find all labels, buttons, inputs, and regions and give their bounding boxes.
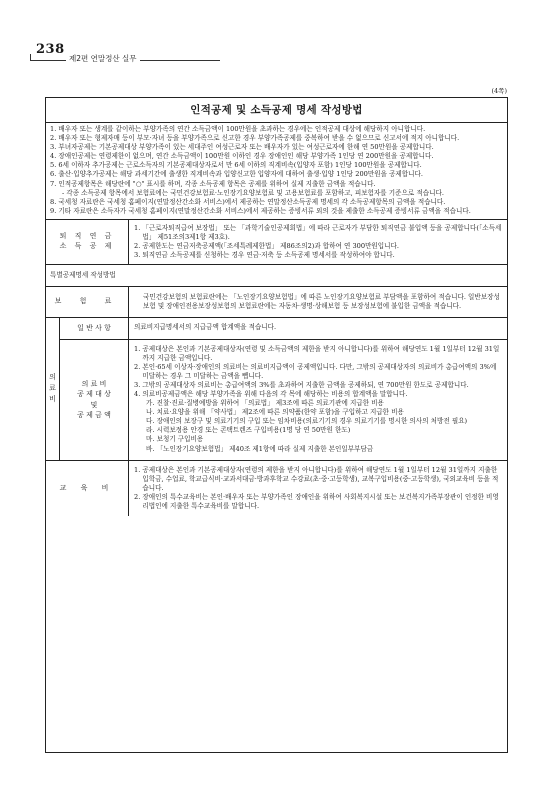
- note-number: 7.: [50, 179, 57, 188]
- retirement-pension-content: [129, 220, 507, 264]
- list-sub-item: [134, 408, 502, 417]
- note-item: [50, 207, 503, 216]
- item-text: 장애인의 특수교육비는 본인·배우자 또는 부양가족인 장애인을 위하여 사회복지시설 또는 보건복지가족부장관이 인정한 비영리법인에 지출한 특수교육비를 말합니다.: [142, 492, 499, 510]
- list-item: [134, 251, 502, 260]
- insurance-content: 국민건강보험의 보험료란에는 「노인장기요양보험법」에 따른 노인장기요양보험료 부담액을 포함하여 적습니다. 일반보장성보험 및 장애인전용보장성보험의 보험료란에는 자동차·생명·상해보험 등 보장성보험에 불입한 금액을 적습니다.: [143, 293, 500, 311]
- medical-body: [60, 318, 507, 460]
- item-text: 의료비공제금액은 해당 부양가족을 위해 다음의 각 목에 해당하는 비용의 합계액을 말합니다.: [142, 389, 408, 398]
- note-text: 배우자 또는 생계를 같이하는 부양가족의 연간 소득금액이 100만원을 초과하는 경우에는 인적공제 대상에 해당하지 아니합니다.: [58, 125, 426, 133]
- note-number: 4.: [50, 152, 57, 161]
- item-number: 바.: [146, 444, 155, 453]
- item-text: 장애인의 보장구 및 의료기기의 구입 또는 임차비용(의료기기의 경우 의료기기를 명시한 의사의 처방전 필요): [156, 417, 468, 426]
- item-number: 2.: [134, 242, 141, 251]
- item-number: 4.: [134, 389, 141, 398]
- list-item: [134, 363, 502, 381]
- education-row: [46, 461, 507, 516]
- list-item: [134, 381, 502, 390]
- retirement-pension-row: [46, 220, 507, 265]
- note-item: [50, 152, 503, 161]
- vertical-char: 의: [49, 372, 56, 381]
- form-title-bar: [46, 98, 507, 123]
- note-text: 인적공제항목은 해당란에 "○" 표시를 하며, 각종 소득공제 항목은 공제를 위하여 실제 지출한 금액을 적습니다.: [58, 179, 376, 188]
- item-text: 본인·65세 이상자·장애인의 의료비는 의료비지급액이 공제액입니다. 다만, 그밖의 공제대상자의 의료비가 총급여액의 3%에 미달하는 경우 그 미달하는 금액을 뺍니다.: [142, 362, 497, 380]
- item-number: 라.: [146, 426, 155, 435]
- note-item: [50, 143, 503, 152]
- note-number: 3.: [50, 143, 57, 152]
- insurance-label: 보 험 료: [46, 287, 129, 316]
- item-text: 「노인장기요양보험법」 제40조 제1항에 따라 실제 지출한 본인일부부담금: [156, 444, 374, 453]
- label-line: 소 득 공 제: [59, 242, 115, 251]
- retirement-pension-label: [46, 220, 129, 264]
- item-number: 다.: [146, 417, 155, 426]
- note-text: 6세 이하자 추가공제는 근로소득자의 기본공제대상자로서 만 6세 이하의 직계비속(입양자 포함) 1인당 100만원을 공제합니다.: [58, 161, 422, 170]
- medical-vertical-label: [46, 318, 60, 460]
- list-item: [134, 493, 502, 511]
- item-text: 진찰·진료·질병예방을 위하여 「의료법」 제3조에 따른 의료기관에 지급한 비용: [156, 399, 384, 408]
- note-number: 5.: [50, 161, 57, 170]
- medical-target-label: [60, 340, 129, 460]
- medical-general-label: 일 반 사 항: [60, 318, 129, 339]
- page-number: 238: [36, 42, 65, 57]
- label-line: 공 제 대 상: [77, 390, 111, 399]
- medical-target-content: [129, 340, 507, 460]
- item-text: 공제대상은 본인과 기본공제대상자(연령 및 소득금액의 제한을 받지 아니합니다)를 위하여 해당연도 1월 1일부터 12월 31일까지 지급한 금액입니다.: [142, 344, 500, 362]
- list-sub-item: [134, 435, 502, 444]
- note-item: [50, 125, 503, 134]
- item-text: 공제대상은 본인과 기본공제대상자(연령의 제한을 받지 아니합니다)를 위하여 해당연도 1월 1일부터 12월 31일까지 지출한 입학금, 수업료, 학교급식비·교과서대금·방과후학교 수강료(초·중·고등학생), 교복구입비용(중·고등학생), 국외교육비 등을 적습니다.: [142, 465, 499, 492]
- running-header: [30, 41, 220, 67]
- note-number: 6.: [50, 170, 57, 179]
- label-line: 의 료 비: [81, 379, 107, 388]
- item-text: 그밖의 공제대상자 의료비는 총급여액의 3%를 초과하여 지출한 금액을 공제하되, 연 700만원 한도로 공제합니다.: [142, 380, 469, 389]
- running-title: 제2편 연말정산 실무: [66, 54, 140, 64]
- item-number: 1.: [134, 465, 141, 474]
- item-text: 치료·요양을 위해 「약사법」 제2조에 따른 의약품(한약 포함)을 구입하고 지급한 비용: [156, 408, 404, 417]
- vertical-char: 료: [49, 383, 56, 392]
- note-item: [50, 170, 503, 179]
- form-page-label: (4쪽): [491, 87, 507, 95]
- note-item: [50, 134, 503, 143]
- item-text: 시력보정용 안경 또는 콘택트렌즈 구입비용(1명 당 연 50만원 한도): [156, 426, 351, 435]
- medical-target-row: [60, 340, 507, 460]
- label-line: 공 제 금 액: [77, 411, 111, 420]
- item-number: 마.: [146, 435, 155, 444]
- label-line: 및: [90, 400, 98, 409]
- note-text: 부녀자공제는 기본공제대상 부양가족이 있는 세대주인 여성근로자 또는 배우자가 있는 여성근로자에 한해 연 50만원을 공제합니다.: [58, 143, 434, 152]
- education-label: 교 육 비: [46, 461, 129, 516]
- item-number: 2.: [134, 492, 141, 501]
- item-number: 2.: [134, 362, 141, 371]
- note-text: 배우자 또는 형제자매 등이 부모·자녀 등을 부양가족으로 신고한 경우 부양가족공제를 중복하여 받을 수 없으므로 신고서에 적지 아니합니다.: [58, 134, 460, 143]
- item-number: 가.: [146, 399, 155, 408]
- note-text: 출산·입양추가공제는 해당 과세기간에 출생한 직계비속과 입양신고한 입양자에 대하여 출생·입양 1인당 200만원을 공제합니다.: [58, 170, 424, 179]
- medical-general-content: 의료비지급명세서의 지급금액 합계액을 적습니다.: [134, 323, 277, 332]
- note-sub-item: [50, 189, 503, 198]
- list-sub-item: [134, 445, 502, 454]
- vertical-char: 비: [49, 395, 56, 404]
- note-text: 장애인공제는 연령제한이 없으며, 연간 소득금액이 100만원 이하인 경우 장애인인 해당 부양가족 1인당 연 200만원을 공제합니다.: [58, 152, 434, 161]
- insurance-row: [46, 287, 507, 317]
- general-notes: [46, 123, 507, 220]
- item-number: 나.: [146, 408, 155, 417]
- note-number: 9.: [50, 206, 57, 215]
- item-number: 1.: [134, 223, 141, 232]
- form-title: 인적공제 및 소득공제 명세 작성방법: [190, 103, 363, 116]
- list-sub-item: [134, 417, 502, 426]
- item-number: 1.: [134, 344, 141, 353]
- note-bullet: -: [62, 188, 65, 197]
- note-item: [50, 198, 503, 207]
- education-content: [129, 461, 507, 516]
- list-item: [134, 224, 502, 242]
- item-text: 보청기 구입비용: [156, 435, 204, 444]
- note-text: 각종 소득공제 항목에서 보험료에는 국민건강보험료·노인장기요양보험료 및 고용보험료를 포함하고, 피보험자를 기준으로 적습니다.: [66, 188, 444, 197]
- item-text: 공제한도는 연금저축공제액(「조세특례제한법」 제86조의2)과 합하여 연 300만원입니다.: [142, 242, 400, 251]
- item-number: 3.: [134, 380, 141, 389]
- label-line: 퇴 직 연 금: [59, 232, 115, 241]
- note-text: 국세청 자료란은 국세청 홈페이지(연말정산간소화 서비스)에서 제공하는 연말정산소득공제 명세의 각 소득공제항목의 금액을 적습니다.: [58, 197, 446, 206]
- note-number: 2.: [50, 134, 57, 143]
- list-sub-item: [134, 399, 502, 408]
- list-item: [134, 466, 502, 493]
- note-number: 8.: [50, 197, 57, 206]
- list-item: [134, 242, 502, 251]
- medical-expense-block: [46, 318, 507, 461]
- deduction-form: [45, 97, 508, 753]
- note-text: 기타 자료란은 소득자가 국세청 홈페이지(연말정산간소화 서비스)에서 제공하는 증빙서류 외의 것을 제출한 소득공제 증빙서류 금액을 적습니다.: [58, 206, 471, 215]
- item-text: 「근로자퇴직급여 보장법」 또는 「과학기술인공제회법」에 따라 근로자가 부담한 퇴직연금 불입액 등을 공제합니다(「소득세법」 제51조의3제1항 제3호).: [142, 223, 502, 242]
- list-item: [134, 345, 502, 363]
- medical-general-row: [60, 318, 507, 340]
- item-number: 3.: [134, 251, 141, 260]
- special-deduction-heading: [46, 265, 507, 287]
- list-item: [134, 390, 502, 399]
- note-item: [50, 180, 503, 189]
- item-text: 퇴직연금 소득공제를 신청하는 경우 연금·저축 등 소득공제 명세서를 작성하여야 합니다.: [142, 251, 395, 260]
- section-heading-text: 특별공제명세 작성방법: [50, 271, 116, 280]
- note-number: 1.: [50, 125, 57, 133]
